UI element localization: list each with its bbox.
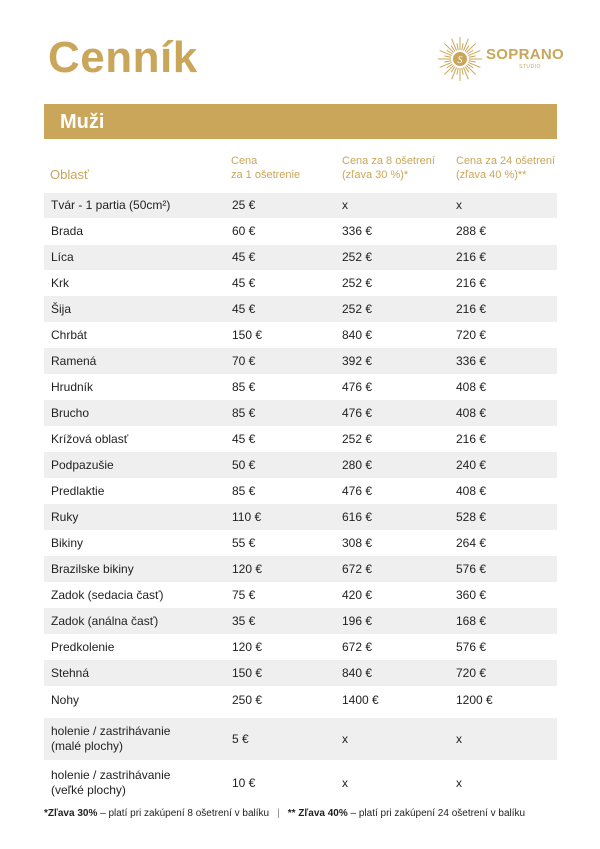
price-24-cell: x <box>456 198 462 212</box>
table-row <box>44 718 557 760</box>
logo <box>436 34 566 84</box>
price-8-cell: x <box>342 198 348 212</box>
price-24-cell: 720 € <box>456 665 487 680</box>
table-row <box>44 245 557 270</box>
price-8-cell: 476 € <box>342 379 373 394</box>
price-1-cell: 70 € <box>232 353 256 368</box>
price-24-cell: x <box>456 775 462 790</box>
area-cell: Chrbát <box>51 327 88 342</box>
area-cell: Podpazušie <box>51 457 114 472</box>
price-24-cell: x <box>456 731 462 746</box>
area-cell: Predkolenie <box>51 639 115 654</box>
price-1-cell: 45 € <box>232 431 256 446</box>
table-row <box>44 374 557 400</box>
price-24-cell: 528 € <box>456 509 487 524</box>
area-cell: Nohy <box>51 692 80 707</box>
area-cell: Ramená <box>51 353 97 368</box>
table-row <box>44 556 557 582</box>
price-24-cell: 216 € <box>456 275 487 290</box>
price-1-cell: 45 € <box>232 275 256 290</box>
price-24-cell: 216 € <box>456 431 487 446</box>
price-8-cell: 196 € <box>342 613 373 628</box>
price-1-cell: 25 € <box>232 198 256 212</box>
price-24-cell: 720 € <box>456 327 487 342</box>
svg-text:S: S <box>457 55 463 66</box>
price-8-cell: 252 € <box>342 250 373 264</box>
price-24-cell: 408 € <box>456 405 487 420</box>
price-1-cell: 75 € <box>232 587 256 602</box>
price-1-cell: 85 € <box>232 405 256 420</box>
price-1-cell: 150 € <box>232 665 263 680</box>
column-header-price-24: Cena za 24 ošetrení (zľava 40 %)** <box>456 155 556 181</box>
table-row <box>44 582 557 608</box>
logo-subtitle: STUDIO <box>519 64 541 70</box>
area-cell: Brucho <box>51 405 90 420</box>
price-8-cell: 476 € <box>342 405 373 420</box>
area-cell: Predlaktie <box>51 483 105 498</box>
area-cell: Bikiny <box>51 535 84 550</box>
price-1-cell: 120 € <box>232 561 263 576</box>
area-cell: Brazilske bikiny <box>51 561 134 576</box>
price-1-cell: 150 € <box>232 327 263 342</box>
area-cell: Líca <box>51 250 74 264</box>
table-row <box>44 270 557 296</box>
price-24-cell: 576 € <box>456 639 487 654</box>
price-1-cell: 45 € <box>232 250 256 264</box>
price-1-cell: 60 € <box>232 223 256 238</box>
price-24-cell: 336 € <box>456 353 487 368</box>
price-1-cell: 50 € <box>232 457 256 472</box>
price-8-cell: 1400 € <box>342 692 379 707</box>
price-8-cell: 476 € <box>342 483 373 498</box>
price-8-cell: 616 € <box>342 509 373 524</box>
price-8-cell: x <box>342 775 348 790</box>
price-8-cell: 252 € <box>342 301 373 316</box>
footnote-1-label: *Zľava 30% <box>44 808 98 819</box>
area-cell: Zadok (sedacia časť) <box>51 587 164 602</box>
sun-burst-icon <box>436 34 484 84</box>
price-1-cell: 10 € <box>232 775 256 790</box>
price-24-cell: 408 € <box>456 379 487 394</box>
logo-name: SOPRANO <box>486 46 564 63</box>
price-24-cell: 576 € <box>456 561 487 576</box>
price-1-cell: 85 € <box>232 483 256 498</box>
table-row <box>44 478 557 504</box>
section-header <box>44 104 557 139</box>
price-24-cell: 168 € <box>456 613 487 628</box>
section-title: Muži <box>60 111 105 133</box>
area-cell: Tvár - 1 partia (50cm²) <box>51 198 171 212</box>
price-24-cell: 1200 € <box>456 692 493 707</box>
table-row <box>44 762 557 804</box>
footnote-2-text: – platí pri zakúpení 24 ošetrení v balíku <box>347 808 526 819</box>
price-8-cell: x <box>342 731 348 746</box>
footnote-2-label: ** Zľava 40% <box>287 808 348 819</box>
table-row <box>44 530 557 556</box>
price-8-cell: 392 € <box>342 353 373 368</box>
area-cell: Ruky <box>51 509 79 524</box>
table-row <box>44 452 557 478</box>
price-1-cell: 55 € <box>232 535 256 550</box>
price-24-cell: 264 € <box>456 535 487 550</box>
price-1-cell: 85 € <box>232 379 256 394</box>
price-1-cell: 250 € <box>232 692 263 707</box>
table-row <box>44 504 557 530</box>
price-24-cell: 216 € <box>456 250 487 264</box>
table-row <box>44 218 557 244</box>
footnote-separator: | <box>277 808 280 819</box>
area-cell: Hrudník <box>51 379 94 394</box>
price-8-cell: 336 € <box>342 223 373 238</box>
table-row <box>44 426 557 452</box>
price-8-cell: 672 € <box>342 639 373 654</box>
area-cell: holenie / zastrihávanie (malé plochy) <box>51 724 171 753</box>
table-row <box>44 660 557 686</box>
price-1-cell: 110 € <box>232 509 262 524</box>
price-8-cell: 308 € <box>342 535 373 550</box>
price-8-cell: 840 € <box>342 665 373 680</box>
area-cell: Krk <box>51 275 69 290</box>
price-24-cell: 216 € <box>456 301 487 316</box>
footer-notes <box>44 808 564 819</box>
price-8-cell: 840 € <box>342 327 373 342</box>
price-1-cell: 45 € <box>232 301 256 316</box>
table-row <box>44 608 557 634</box>
price-8-cell: 252 € <box>342 275 373 290</box>
page-title: Cenník <box>48 33 198 82</box>
area-cell: Krížová oblasť <box>51 431 129 446</box>
area-cell: Brada <box>51 223 84 238</box>
table-row <box>44 634 557 660</box>
price-8-cell: 280 € <box>342 457 373 472</box>
table-row <box>44 296 557 322</box>
column-header-price-1: Cena za 1 ošetrenie <box>231 155 301 181</box>
area-cell: Zadok (análna časť) <box>51 613 159 628</box>
footnote-1-text: – platí pri zakúpení 8 ošetrení v balíku <box>97 808 270 819</box>
area-cell: Stehná <box>51 665 90 680</box>
column-header-price-8: Cena za 8 ošetrení (zľava 30 %)* <box>342 155 435 181</box>
area-cell: holenie / zastrihávanie (veľké plochy) <box>51 768 171 797</box>
column-header-area: Oblasť <box>50 167 89 182</box>
table-row <box>44 400 557 426</box>
price-1-cell: 35 € <box>232 613 256 628</box>
table-row <box>44 193 557 218</box>
price-8-cell: 672 € <box>342 561 373 576</box>
area-cell: Šija <box>51 301 72 316</box>
price-24-cell: 360 € <box>456 587 487 602</box>
table-row <box>44 322 557 348</box>
price-8-cell: 252 € <box>342 431 373 446</box>
table-row <box>44 348 557 374</box>
price-1-cell: 5 € <box>232 731 249 746</box>
price-8-cell: 420 € <box>342 587 373 602</box>
price-24-cell: 288 € <box>456 223 487 238</box>
table-row <box>44 686 557 714</box>
price-24-cell: 240 € <box>456 457 487 472</box>
price-1-cell: 120 € <box>232 639 263 654</box>
price-24-cell: 408 € <box>456 483 487 498</box>
